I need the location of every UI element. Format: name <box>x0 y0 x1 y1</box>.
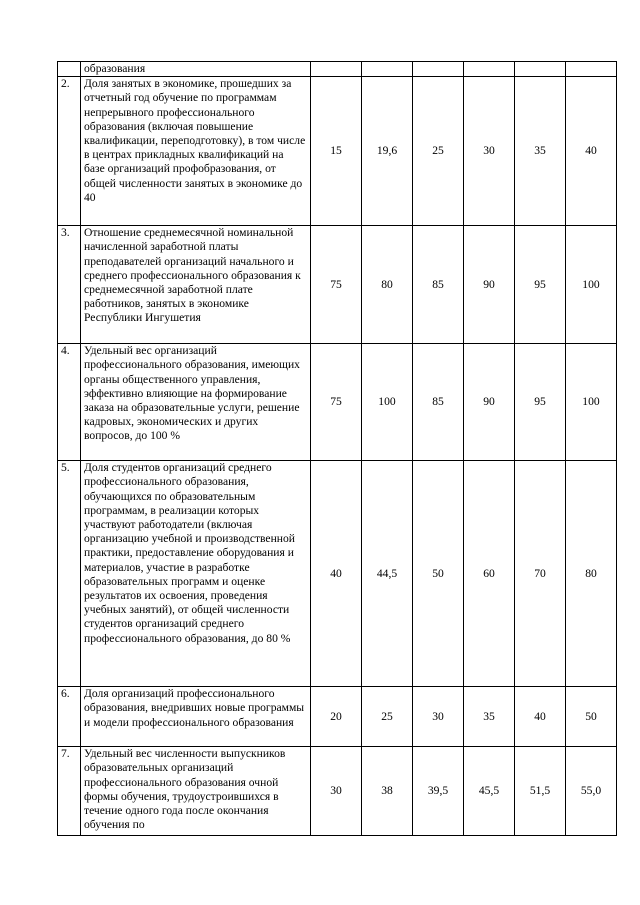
value-cell: 39,5 <box>413 747 464 836</box>
value-cell: 35 <box>515 77 566 226</box>
table-row <box>58 687 617 747</box>
value-cell <box>464 62 515 77</box>
value-cell: 70 <box>515 461 566 687</box>
value-cell: 25 <box>362 687 413 747</box>
value-cell: 80 <box>566 461 617 687</box>
value-cell: 100 <box>362 344 413 461</box>
indicator-description: Доля студентов организаций среднего профессионального образования, обучающихся по образовательным программам, в реализации которых участвуют работодатели (включая организацию учебной и производственной практики, предоставление оборудования и материалов, участие в разработке образовательных программ и оценке результатов их освоения, проведения учебных занятий), от общей численности студентов организаций среднего профессионального образования, до 80 % <box>81 461 311 687</box>
value-cell: 38 <box>362 747 413 836</box>
value-cell: 40 <box>311 461 362 687</box>
value-cell: 40 <box>515 687 566 747</box>
value-cell: 100 <box>566 344 617 461</box>
row-number: 2. <box>58 77 81 226</box>
value-cell <box>362 62 413 77</box>
value-cell: 30 <box>413 687 464 747</box>
value-cell: 25 <box>413 77 464 226</box>
value-cell: 85 <box>413 226 464 344</box>
table-row <box>58 226 617 344</box>
value-cell: 95 <box>515 344 566 461</box>
table-row <box>58 461 617 687</box>
value-cell: 75 <box>311 344 362 461</box>
indicator-description: Удельный вес организаций профессионального образования, имеющих органы общественного управления, эффективно влияющие на формирование заказа на образовательные услуги, решение кадровых, экономических и других вопросов, до 100 % <box>81 344 311 461</box>
value-cell: 19,6 <box>362 77 413 226</box>
value-cell: 35 <box>464 687 515 747</box>
table-row <box>58 77 617 226</box>
row-number <box>58 62 81 77</box>
value-cell: 20 <box>311 687 362 747</box>
value-cell: 50 <box>413 461 464 687</box>
row-number: 4. <box>58 344 81 461</box>
value-cell: 50 <box>566 687 617 747</box>
value-cell <box>515 62 566 77</box>
table-row <box>58 747 617 836</box>
row-number: 5. <box>58 461 81 687</box>
value-cell: 55,0 <box>566 747 617 836</box>
value-cell: 45,5 <box>464 747 515 836</box>
row-number: 6. <box>58 687 81 747</box>
indicator-description: Удельный вес численности выпускников образовательных организаций профессионального образования очной формы обучения, трудоустроившихся в течение одного года после окончания обучения по <box>81 747 311 836</box>
row-number: 7. <box>58 747 81 836</box>
indicator-description: Отношение среднемесячной номинальной начисленной заработной платы преподавателей организаций начального и среднего профессионального образования к среднемесячной заработной плате работников, занятых в экономике Республики Ингушетия <box>81 226 311 344</box>
value-cell: 80 <box>362 226 413 344</box>
value-cell <box>413 62 464 77</box>
indicator-description: образования <box>81 62 311 77</box>
value-cell: 60 <box>464 461 515 687</box>
indicators-table <box>57 61 617 836</box>
value-cell: 85 <box>413 344 464 461</box>
value-cell: 15 <box>311 77 362 226</box>
table-row <box>58 62 617 77</box>
indicator-description: Доля занятых в экономике, прошедших за отчетный год обучение по программам непрерывного профессионального образования (включая повышение квалификации, переподготовку), в том числе в центрах прикладных квалификаций на базе организаций профобразования, от общей численности занятых в экономике до 40 <box>81 77 311 226</box>
value-cell <box>566 62 617 77</box>
indicator-description: Доля организаций профессионального образования, внедривших новые программы и модели профессионального образования <box>81 687 311 747</box>
table-row <box>58 344 617 461</box>
value-cell: 100 <box>566 226 617 344</box>
value-cell: 51,5 <box>515 747 566 836</box>
value-cell: 75 <box>311 226 362 344</box>
value-cell: 90 <box>464 344 515 461</box>
value-cell: 95 <box>515 226 566 344</box>
value-cell: 44,5 <box>362 461 413 687</box>
value-cell: 30 <box>311 747 362 836</box>
value-cell: 30 <box>464 77 515 226</box>
value-cell: 90 <box>464 226 515 344</box>
row-number: 3. <box>58 226 81 344</box>
value-cell <box>311 62 362 77</box>
value-cell: 40 <box>566 77 617 226</box>
